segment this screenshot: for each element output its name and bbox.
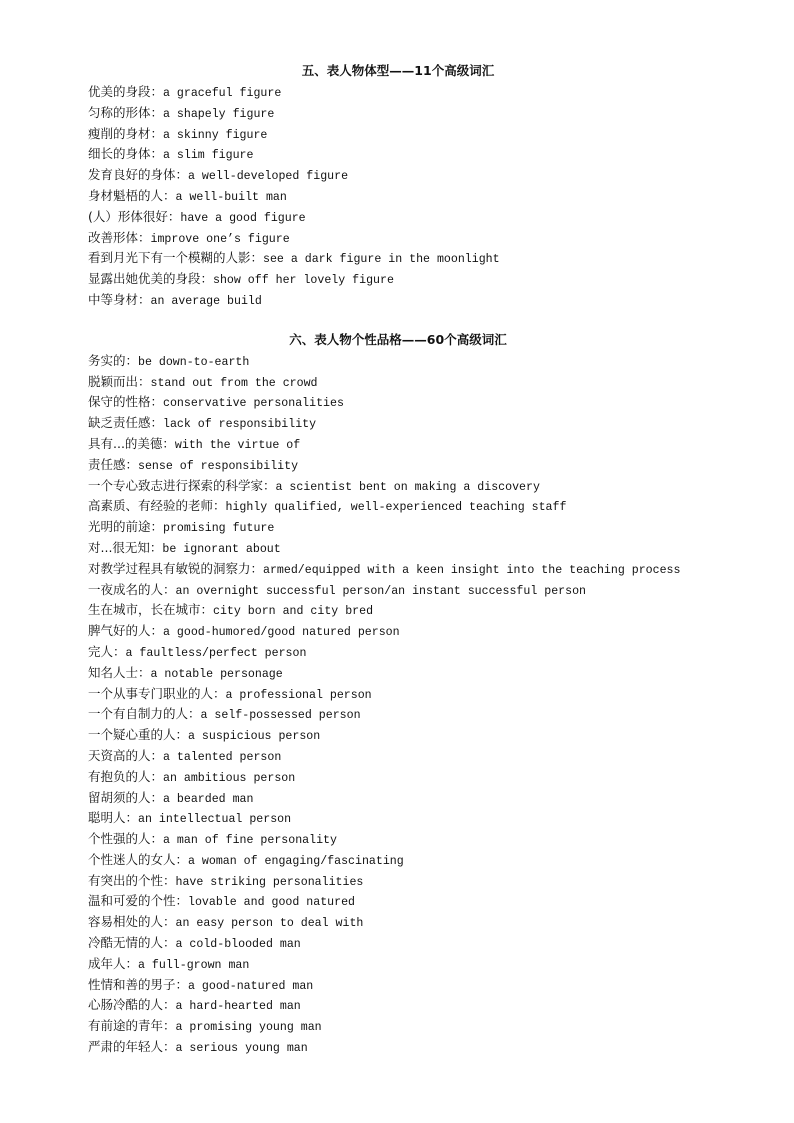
entry-english: highly qualified, well-experienced teaching staff [225,501,567,515]
entry-english: conservative personalities [163,397,344,411]
vocab-entry [88,704,728,725]
vocab-entry [88,476,728,497]
entry-english: lovable and good natured [188,896,355,910]
vocab-entry [88,455,728,476]
entry-english: a skinny figure [163,128,268,142]
section-heading: 六、表人物个性品格——60个高级词汇 [289,331,507,347]
entry-english: a man of fine personality [163,834,337,848]
vocab-entry [88,186,728,207]
vocab-entry [88,248,728,269]
entry-english: promising future [163,522,275,536]
entry-english: an ambitious person [163,771,296,785]
entry-english: a talented person [163,750,282,764]
entry-english: stand out from the crowd [150,376,318,390]
entry-chinese: 容易相处的人： [88,914,176,930]
entry-english: a good-humored/good natured person [163,626,400,640]
vocab-entry [88,413,728,434]
entry-chinese: 留胡须的人： [88,789,164,805]
entry-english: armed/equipped with a keen insight into the teaching process [263,563,681,577]
entry-chinese: 性情和善的男子： [88,976,189,992]
entry-english: a woman of engaging/fascinating [188,854,404,868]
vocab-entry [88,228,728,249]
vocab-entry [88,103,728,124]
entry-chinese: 生在城市，长在城市： [88,602,214,618]
vocab-entry [88,767,728,788]
entry-english: an average build [150,294,262,308]
entry-english: sense of responsibility [138,459,299,473]
vocab-entry [88,496,728,517]
entry-chinese: 匀称的形体： [88,104,164,120]
entry-english: a shapely figure [163,107,275,121]
entry-chinese: 有突出的个性： [88,872,176,888]
vocab-entry [88,746,728,767]
vocab-entry [88,954,728,975]
entry-english: have striking personalities [175,875,364,889]
entry-english: improve one’s figure [150,232,290,246]
vocab-entry [88,372,728,393]
entry-chinese: 优美的身段： [88,84,164,99]
entry-english: a hard-hearted man [175,1000,301,1014]
entry-chinese: (人）形体很好： [88,208,181,224]
vocab-entry [88,434,728,455]
entry-chinese: 对教学过程具有敏锐的洞察力： [88,560,264,576]
entry-english: have a good figure [180,211,306,225]
entry-english: city born and city bred [213,605,374,619]
section-personality [88,329,728,1058]
entry-english: a cold-blooded man [175,938,301,952]
entry-chinese: 一个疑心重的人： [88,727,189,743]
entry-english: a well-developed figure [188,170,349,184]
vocab-entry [88,850,728,871]
vocab-entry [88,975,728,996]
entry-english: an overnight successful person/an instant successful person [175,584,587,598]
entry-chinese: 对...很无知： [88,539,163,555]
vocab-entry [88,207,728,228]
entry-english: a graceful figure [163,87,282,100]
entry-english: a faultless/perfect person [125,646,307,660]
entry-chinese: 身材魁梧的人： [88,187,176,203]
entry-chinese: 缺乏责任感： [88,415,164,431]
vocab-entry [88,351,728,372]
entry-chinese: 个性强的人： [88,831,164,847]
vocab-entry [88,725,728,746]
entry-english: a self-possessed person [200,709,361,723]
entry-english: with the virtue of [174,438,301,452]
entry-english: a promising young man [175,1021,322,1035]
vocab-entry [88,933,728,954]
entry-english: a slim figure [163,149,254,163]
entry-chinese: 知名人士： [88,664,151,680]
entry-chinese: 脾气好的人： [88,623,164,639]
entry-english: an easy person to deal with [175,917,364,931]
vocab-entry [88,891,728,912]
document-page [88,60,728,1058]
vocab-entry [88,124,728,145]
vocab-entry [88,392,728,413]
vocab-entry [88,165,728,186]
entry-english: a notable personage [150,667,283,681]
vocab-entry [88,621,728,642]
entry-chinese: 保守的性格： [88,394,164,410]
entry-english: be ignorant about [162,542,281,556]
entry-chinese: 脱颖而出： [88,373,151,389]
entry-chinese: 一个从事专门职业的人： [88,685,226,701]
vocab-entry [88,912,728,933]
vocab-list [88,351,728,1058]
entry-chinese: 细长的身体： [88,146,164,162]
entry-chinese: 有抱负的人： [88,768,164,784]
entry-english: a full-grown man [138,958,250,972]
vocab-entry [88,517,728,538]
section-body-figure [88,60,728,311]
entry-english: a bearded man [163,792,254,806]
entry-english: a well-built man [175,190,287,204]
vocab-entry [88,788,728,809]
entry-english: a scientist bent on making a discovery [275,480,540,494]
entry-chinese: 完人： [88,643,126,659]
vocab-entry [88,580,728,601]
entry-chinese: 一夜成名的人： [88,581,176,597]
vocab-entry [88,82,728,103]
entry-english: show off her lovely figure [213,274,394,288]
entry-chinese: 温和可爱的个性： [88,893,189,909]
vocab-list [88,82,728,311]
vocab-entry [88,684,728,705]
vocab-entry [88,871,728,892]
vocab-entry [88,290,728,311]
entry-chinese: 中等身材： [88,291,151,307]
entry-chinese: 一个有自制力的人： [88,706,201,722]
vocab-entry [88,144,728,165]
vocab-entry [88,538,728,559]
entry-chinese: 高素质、有经验的老师： [88,498,226,514]
entry-english: an intellectual person [138,813,292,827]
entry-english: a professional person [225,688,372,702]
entry-english: be down-to-earth [138,355,250,369]
entry-chinese: 严肃的年轻人： [88,1039,176,1055]
entry-chinese: 显露出她优美的身段： [88,271,214,287]
entry-english: see a dark figure in the moonlight [263,253,500,267]
vocab-entry [88,559,728,580]
entry-chinese: 光明的前途： [88,519,164,535]
entry-chinese: 有前途的青年： [88,1018,176,1034]
section-heading: 五、表人物体型——11个高级词汇 [301,63,495,78]
entry-chinese: 发育良好的身体： [88,167,189,183]
entry-chinese: 聪明人： [88,810,139,826]
vocab-entry [88,1037,728,1058]
entry-chinese: 成年人： [88,955,139,971]
entry-chinese: 改善形体： [88,229,151,245]
entry-chinese: 具有...的美德： [88,435,175,451]
entry-english: a serious young man [175,1042,308,1056]
vocab-entry [88,829,728,850]
entry-chinese: 天资高的人： [88,747,164,763]
entry-english: a good-natured man [188,979,314,993]
entry-chinese: 个性迷人的女人： [88,851,189,867]
vocab-entry [88,995,728,1016]
vocab-entry [88,269,728,290]
entry-chinese: 心肠冷酷的人： [88,997,176,1013]
entry-english: lack of responsibility [163,418,317,432]
entry-chinese: 务实的： [88,352,139,368]
vocab-entry [88,600,728,621]
entry-chinese: 责任感： [88,456,139,472]
vocab-entry [88,663,728,684]
entry-chinese: 一个专心致志进行探索的科学家： [88,477,276,493]
vocab-entry [88,642,728,663]
entry-chinese: 瘦削的身材： [88,125,164,141]
vocab-entry [88,808,728,829]
entry-chinese: 看到月光下有一个模糊的人影： [88,250,264,266]
entry-chinese: 冷酷无情的人： [88,935,176,951]
vocab-entry [88,1016,728,1037]
entry-english: a suspicious person [188,730,321,744]
